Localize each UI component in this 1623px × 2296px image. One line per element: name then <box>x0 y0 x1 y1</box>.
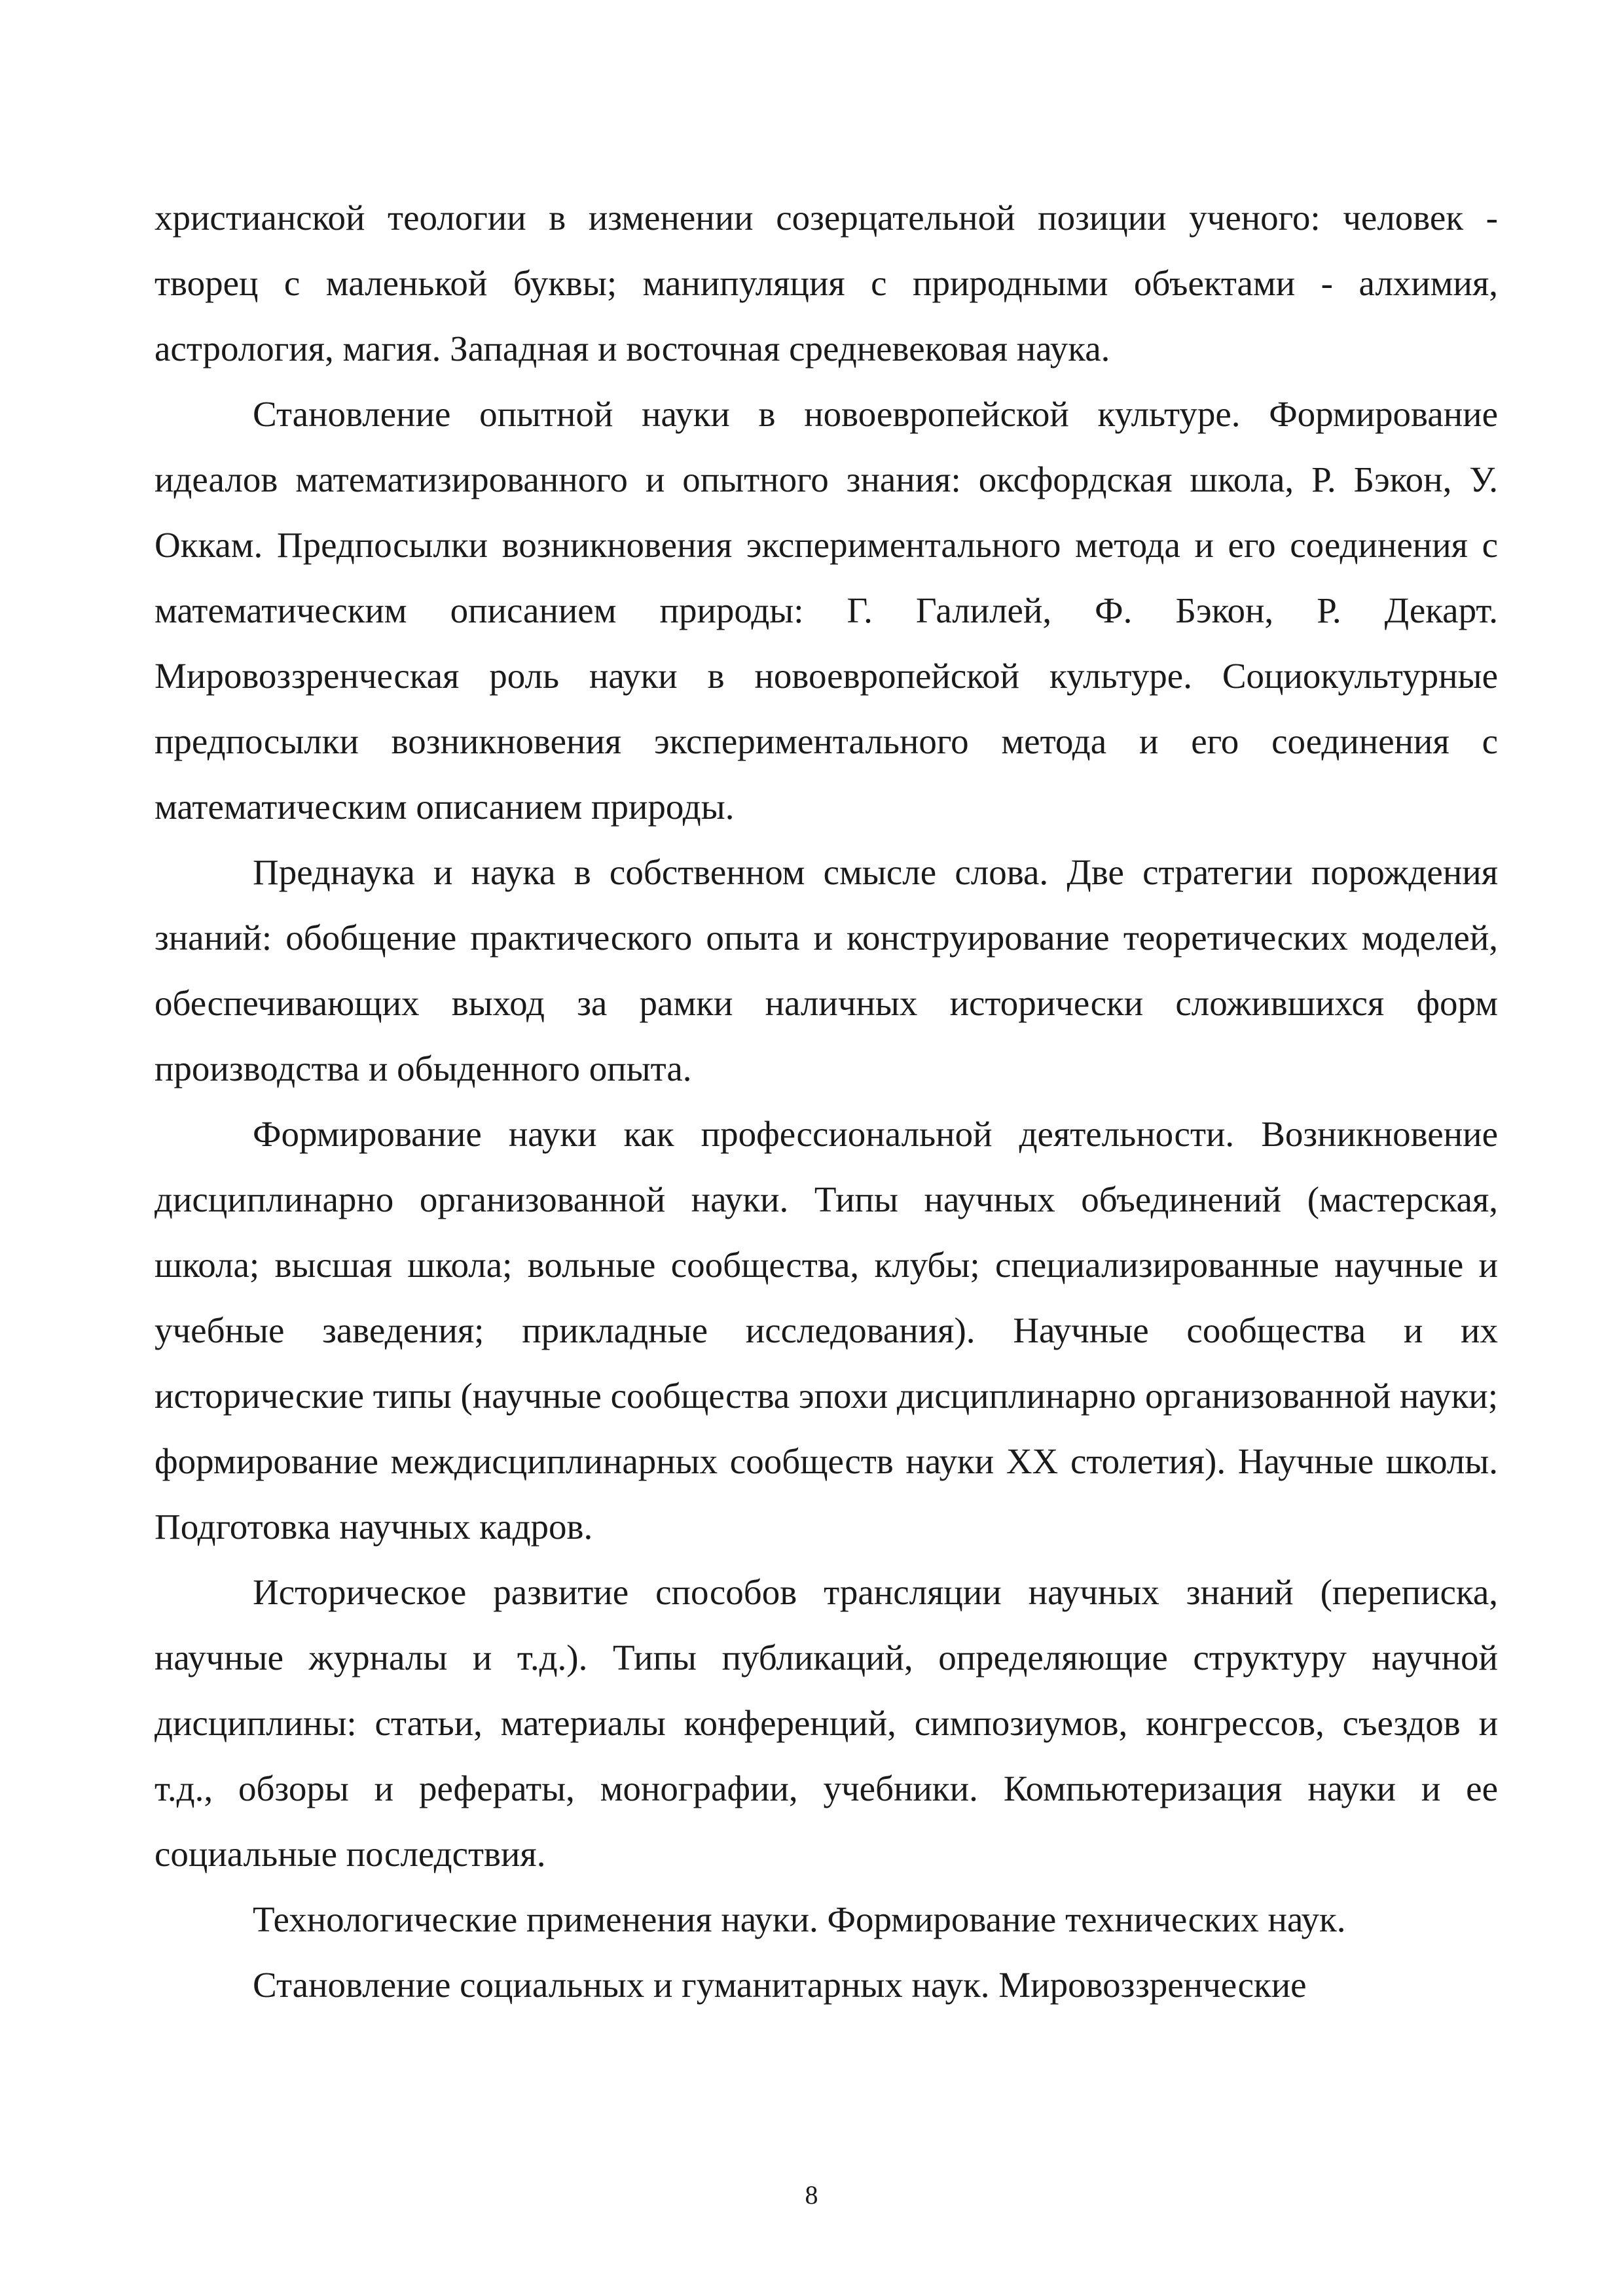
paragraph-professional-science: Формирование науки как профессиональной деятельности. Возникновение дисциплинарно организованной науки. Типы научных объединений (мастерская, школа; высшая школа; вольные сообщества, клубы; специализированные научные и учебные заведения; прикладные исследования). Научные сообщества и их исторические типы (научные сообщества эпохи дисциплинарно организованной науки; формирование междисциплинарных сообществ науки XX столетия). Научные школы. Подготовка научных кадров. <box>155 1114 1498 1547</box>
paragraph-experimental-science: Становление опытной науки в новоевропейской культуре. Формирование идеалов математизированного и опытного знания: оксфордская школа, Р. Бэкон, У. Оккам. Предпосылки возникновения экспериментального метода и его соединения с математическим описанием природы: Г. Галилей, Ф. Бэкон, Р. Декарт. Мировоззренческая роль науки в новоевропейской культуре. Социокультурные предпосылки возникновения экспериментального метода и его соединения с математическим описанием природы. <box>155 394 1498 827</box>
paragraph-prescience: Преднаука и наука в собственном смысле слова. Две стратегии порождения знаний: обобщение практического опыта и конструирование теоретических моделей, обеспечивающих выход за рамки наличных исторически сложившихся форм производства и обыденного опыта. <box>155 852 1498 1088</box>
page-number: 8 <box>805 2180 818 2210</box>
paragraph-knowledge-translation: Историческое развитие способов трансляции научных знаний (переписка, научные журналы и т.д.). Типы публикаций, определяющие структуру научной дисциплины: статьи, материалы конференций, симпозиумов, конгрессов, съездов и т.д., обзоры и рефераты, монографии, учебники. Компьютеризация науки и ее социальные последствия. <box>155 1572 1498 1874</box>
document-body <box>155 185 1498 2018</box>
paragraph-technological-applications: Технологические применения науки. Формирование технических наук. <box>253 1899 1346 1939</box>
paragraph-social-sciences: Становление социальных и гуманитарных наук. Мировоззренческие <box>253 1965 1307 2005</box>
paragraph-continuation: христианской теологии в изменении созерцательной позиции ученого: человек - творец с маленькой буквы; манипуляция с природными объектами - алхимия, астрология, магия. Западная и восточная средневековая наука. <box>155 198 1498 368</box>
